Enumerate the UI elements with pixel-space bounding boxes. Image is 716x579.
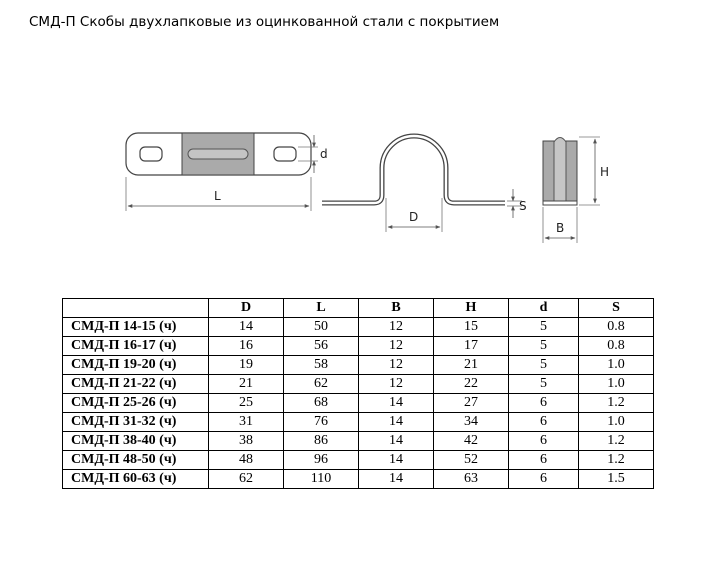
cell-D: 62 — [209, 470, 284, 489]
cell-d: 5 — [509, 337, 579, 356]
technical-drawing — [0, 0, 716, 270]
clamp-top-view — [126, 133, 328, 211]
cell-H: 22 — [434, 375, 509, 394]
table-row — [63, 394, 654, 413]
specs-table — [62, 298, 654, 489]
cell-d: 5 — [509, 375, 579, 394]
header-d: d — [509, 299, 579, 318]
cell-D: 31 — [209, 413, 284, 432]
cell-H: 27 — [434, 394, 509, 413]
table-row — [63, 375, 654, 394]
cell-B: 14 — [359, 394, 434, 413]
header-H: H — [434, 299, 509, 318]
cell-D: 38 — [209, 432, 284, 451]
cell-B: 12 — [359, 375, 434, 394]
cell-model: СМД-П 25-26 (ч) — [63, 394, 209, 413]
cell-D: 14 — [209, 318, 284, 337]
table-row — [63, 470, 654, 489]
table-row — [63, 432, 654, 451]
cell-model: СМД-П 16-17 (ч) — [63, 337, 209, 356]
cell-H: 63 — [434, 470, 509, 489]
cell-H: 21 — [434, 356, 509, 375]
cell-d: 6 — [509, 470, 579, 489]
page-title: СМД-П Скобы двухлапковые из оцинкованной стали с покрытием — [29, 14, 500, 30]
cell-B: 12 — [359, 356, 434, 375]
cell-B: 14 — [359, 451, 434, 470]
cell-D: 21 — [209, 375, 284, 394]
cell-model: СМД-П 60-63 (ч) — [63, 470, 209, 489]
cell-D: 19 — [209, 356, 284, 375]
cell-H: 34 — [434, 413, 509, 432]
cell-model: СМД-П 21-22 (ч) — [63, 375, 209, 394]
cell-B: 14 — [359, 413, 434, 432]
cell-d: 6 — [509, 432, 579, 451]
cell-model: СМД-П 19-20 (ч) — [63, 356, 209, 375]
cell-L: 86 — [284, 432, 359, 451]
header-model — [63, 299, 209, 318]
header-B: B — [359, 299, 434, 318]
clamp-front-view — [543, 137, 609, 243]
table-row — [63, 451, 654, 470]
cell-H: 15 — [434, 318, 509, 337]
cell-S: 1.2 — [579, 451, 654, 470]
cell-S: 1.2 — [579, 394, 654, 413]
cell-d: 5 — [509, 356, 579, 375]
cell-B: 14 — [359, 432, 434, 451]
cell-model: СМД-П 31-32 (ч) — [63, 413, 209, 432]
cell-H: 17 — [434, 337, 509, 356]
cell-L: 56 — [284, 337, 359, 356]
dim-label-d: d — [320, 147, 328, 161]
cell-H: 42 — [434, 432, 509, 451]
cell-S: 1.2 — [579, 432, 654, 451]
dim-label-B: B — [556, 221, 565, 235]
header-D: D — [209, 299, 284, 318]
cell-H: 52 — [434, 451, 509, 470]
cell-d: 5 — [509, 318, 579, 337]
cell-L: 110 — [284, 470, 359, 489]
cell-S: 1.5 — [579, 470, 654, 489]
cell-model: СМД-П 38-40 (ч) — [63, 432, 209, 451]
cell-B: 14 — [359, 470, 434, 489]
table-header-row — [63, 299, 654, 318]
cell-S: 1.0 — [579, 375, 654, 394]
cell-D: 25 — [209, 394, 284, 413]
cell-d: 6 — [509, 413, 579, 432]
header-S: S — [579, 299, 654, 318]
table-row — [63, 413, 654, 432]
cell-S: 1.0 — [579, 356, 654, 375]
cell-S: 0.8 — [579, 337, 654, 356]
cell-L: 50 — [284, 318, 359, 337]
dim-label-D: D — [409, 210, 419, 224]
table-row — [63, 337, 654, 356]
cell-L: 76 — [284, 413, 359, 432]
cell-L: 68 — [284, 394, 359, 413]
cell-L: 96 — [284, 451, 359, 470]
cell-S: 0.8 — [579, 318, 654, 337]
cell-D: 16 — [209, 337, 284, 356]
cell-D: 48 — [209, 451, 284, 470]
cell-L: 62 — [284, 375, 359, 394]
table-row — [63, 356, 654, 375]
dim-label-H: H — [600, 165, 610, 179]
dim-label-L: L — [214, 189, 221, 203]
cell-model: СМД-П 14-15 (ч) — [63, 318, 209, 337]
cell-d: 6 — [509, 451, 579, 470]
dim-label-S: S — [519, 199, 527, 213]
cell-B: 12 — [359, 318, 434, 337]
cell-S: 1.0 — [579, 413, 654, 432]
table-row — [63, 318, 654, 337]
cell-d: 6 — [509, 394, 579, 413]
cell-L: 58 — [284, 356, 359, 375]
clamp-side-view — [322, 136, 527, 232]
cell-model: СМД-П 48-50 (ч) — [63, 451, 209, 470]
cell-B: 12 — [359, 337, 434, 356]
header-L: L — [284, 299, 359, 318]
